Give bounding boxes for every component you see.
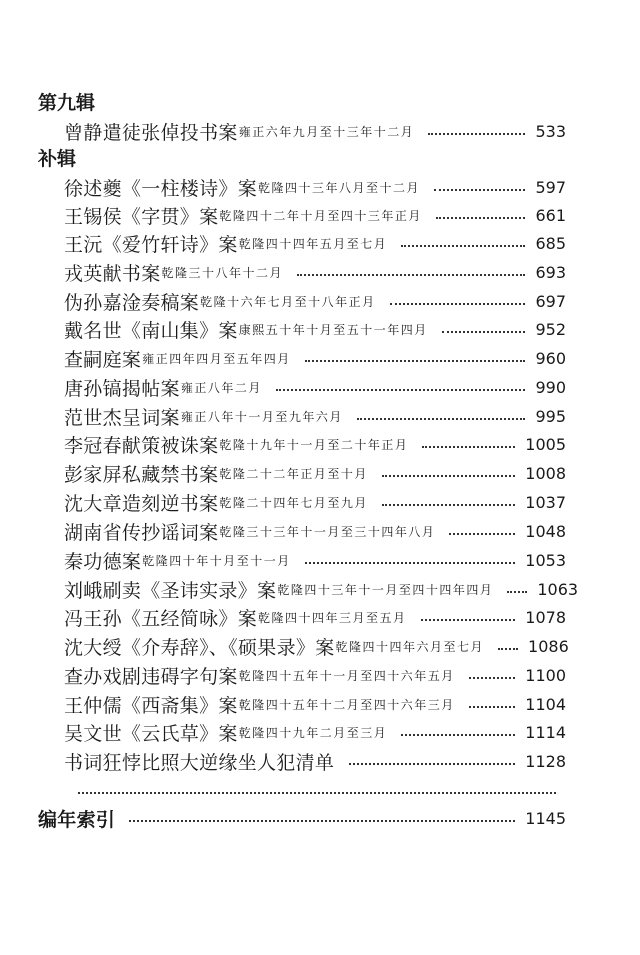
entry-title: 查嗣庭案 [64, 348, 142, 371]
entry-title: 范世杰呈词案 [64, 406, 180, 429]
dot-leader [428, 133, 525, 135]
toc-entry[interactable] [64, 430, 566, 458]
entry-title: 伪孙嘉淦奏稿案 [64, 291, 200, 314]
entry-page-number: 1128 [525, 751, 566, 771]
entry-page-number: 995 [535, 406, 566, 426]
dot-leader [390, 303, 526, 305]
dot-leader [297, 274, 525, 276]
dot-leader [422, 446, 515, 448]
toc-entry[interactable] [64, 690, 566, 718]
entry-page-number: 960 [535, 348, 566, 368]
toc-entry[interactable] [64, 344, 566, 372]
section-heading-vol9: 第九辑 [38, 92, 96, 114]
dot-leader [449, 533, 515, 535]
toc-entry[interactable] [64, 173, 566, 201]
entry-date-range: 雍正四年四月至五年四月 [142, 351, 291, 366]
entry-date-range: 乾隆二十四年七月至九月 [219, 495, 368, 510]
entry-title: 秦功德案 [64, 550, 142, 573]
entry-date-range: 乾隆四十五年十一月至四十六年五月 [238, 668, 455, 683]
entry-date-range: 乾隆四十五年十二月至四十六年三月 [238, 697, 455, 712]
dot-leader [357, 418, 526, 420]
index-title: 编年索引 [38, 808, 116, 831]
entry-title: 李冠春献策被诛案 [64, 434, 219, 457]
entry-date-range: 乾隆四十九年二月至三月 [238, 725, 388, 740]
entry-page-number: 952 [535, 319, 566, 339]
entry-title: 彭家屏私藏禁书案 [64, 463, 219, 486]
entry-date-range: 乾隆十六年七月至十八年正月 [200, 294, 376, 309]
dot-leader [382, 475, 515, 477]
entry-title: 湖南省传抄谣词案 [64, 521, 219, 544]
entry-date-range: 乾隆四十三年八月至十二月 [258, 180, 421, 195]
entry-page-number: 1104 [525, 694, 566, 714]
entry-page-number: 693 [535, 262, 566, 282]
entry-title: 戎英献书案 [64, 262, 161, 285]
entry-date-range: 乾隆四十二年十月至四十三年正月 [219, 208, 422, 223]
entry-title: 沈大章造刻逆书案 [64, 492, 219, 515]
entry-page-number: 1114 [525, 722, 566, 742]
toc-entry[interactable] [64, 315, 566, 343]
dot-leader [442, 331, 526, 333]
dot-leader [349, 763, 515, 765]
index-page-number: 1145 [525, 808, 566, 828]
entry-date-range: 乾隆三十八年十二月 [161, 265, 284, 280]
entry-title: 刘峨刷卖《圣讳实录》案 [64, 579, 277, 602]
entry-page-number: 1100 [525, 665, 566, 685]
toc-entry[interactable] [64, 546, 566, 574]
entry-page-number: 1008 [525, 463, 566, 483]
toc-entry[interactable] [64, 747, 566, 775]
dot-leader [469, 706, 516, 708]
toc-entry[interactable] [64, 488, 566, 516]
entry-page-number: 1063 [537, 579, 579, 599]
entry-page-number: 597 [535, 177, 566, 197]
entry-date-range: 乾隆四十四年六月至七月 [335, 639, 485, 654]
entry-page-number: 1048 [525, 521, 566, 541]
dot-leader [434, 189, 525, 191]
toc-entry[interactable] [64, 373, 566, 401]
toc-entry[interactable] [64, 632, 569, 660]
entry-page-number: 533 [535, 121, 566, 141]
toc-entry-chronological-index[interactable] [38, 804, 566, 832]
entry-date-range: 乾隆十九年十一月至二十年正月 [219, 437, 409, 452]
dot-leader [436, 217, 526, 219]
dot-leader [305, 360, 526, 362]
toc-entry[interactable] [64, 201, 566, 229]
entry-page-number: 697 [535, 291, 566, 311]
dot-leader [469, 677, 516, 679]
entry-title: 书词狂悖比照大逆缘坐人犯清单 [64, 751, 335, 774]
entry-title: 戴名世《南山集》案 [64, 319, 238, 342]
entry-title: 唐孙镐揭帖案 [64, 377, 180, 400]
entry-page-number: 1005 [525, 434, 566, 454]
dot-leader [129, 820, 515, 822]
toc-entry[interactable] [64, 402, 566, 430]
entry-page-number: 1078 [525, 607, 566, 627]
toc-entry[interactable] [64, 575, 579, 603]
section-heading-supplement: 补辑 [38, 148, 77, 170]
dot-leader [401, 245, 525, 247]
entry-title: 冯王孙《五经简咏》案 [64, 607, 258, 630]
entry-page-number: 1086 [528, 636, 569, 656]
toc-entry[interactable] [64, 287, 566, 315]
entry-date-range: 乾隆二十二年正月至十月 [219, 466, 368, 481]
entry-date-range: 乾隆四十四年三月至五月 [258, 610, 407, 625]
entry-page-number: 1037 [525, 492, 566, 512]
entry-title: 沈大绶《介寿辞》、《硕果录》案 [64, 636, 335, 659]
entry-date-range: 康熙五十年十月至五十一年四月 [238, 322, 428, 337]
toc-entry[interactable] [64, 517, 566, 545]
entry-date-range: 雍正六年九月至十三年十二月 [238, 124, 415, 139]
toc-entry[interactable] [64, 117, 566, 145]
entry-page-number: 661 [535, 205, 566, 225]
dot-leader [498, 648, 518, 650]
toc-entry[interactable] [64, 661, 566, 689]
entry-date-range: 雍正八年二月 [180, 380, 262, 395]
dot-leader [507, 591, 527, 593]
entry-page-number: 685 [535, 233, 566, 253]
toc-entry[interactable] [64, 718, 566, 746]
entry-page-number: 1053 [525, 550, 566, 570]
toc-entry[interactable] [64, 229, 566, 257]
dot-leader [401, 734, 515, 736]
entry-date-range: 乾隆四十四年五月至七月 [238, 236, 388, 251]
toc-entry[interactable] [64, 776, 566, 804]
toc-entry[interactable] [64, 258, 566, 286]
toc-entry[interactable] [64, 459, 566, 487]
entry-title: 王仲儒《西斋集》案 [64, 694, 238, 717]
entry-title: 徐述夔《一柱楼诗》案 [64, 177, 258, 200]
dot-leader [276, 389, 526, 391]
entry-date-range: 雍正八年十一月至九年六月 [180, 409, 343, 424]
entry-page-number: 990 [535, 377, 566, 397]
entry-title: 曾静遣徒张倬投书案 [64, 121, 238, 144]
entry-title: 吴文世《云氏草》案 [64, 722, 238, 745]
entry-date-range: 乾隆四十年十月至十一月 [142, 553, 291, 568]
entry-title: 王沅《爱竹轩诗》案 [64, 233, 238, 256]
dot-leader [78, 792, 556, 794]
dot-leader [305, 562, 516, 564]
dot-leader [421, 619, 516, 621]
entry-title: 查办戏剧违碍字句案 [64, 665, 238, 688]
entry-title: 王锡侯《字贯》案 [64, 205, 219, 228]
dot-leader [382, 504, 515, 506]
entry-date-range: 乾隆四十三年十一月至四十四年四月 [277, 582, 494, 597]
entry-date-range: 乾隆三十三年十一月至三十四年八月 [219, 524, 436, 539]
toc-entry[interactable] [64, 603, 566, 631]
